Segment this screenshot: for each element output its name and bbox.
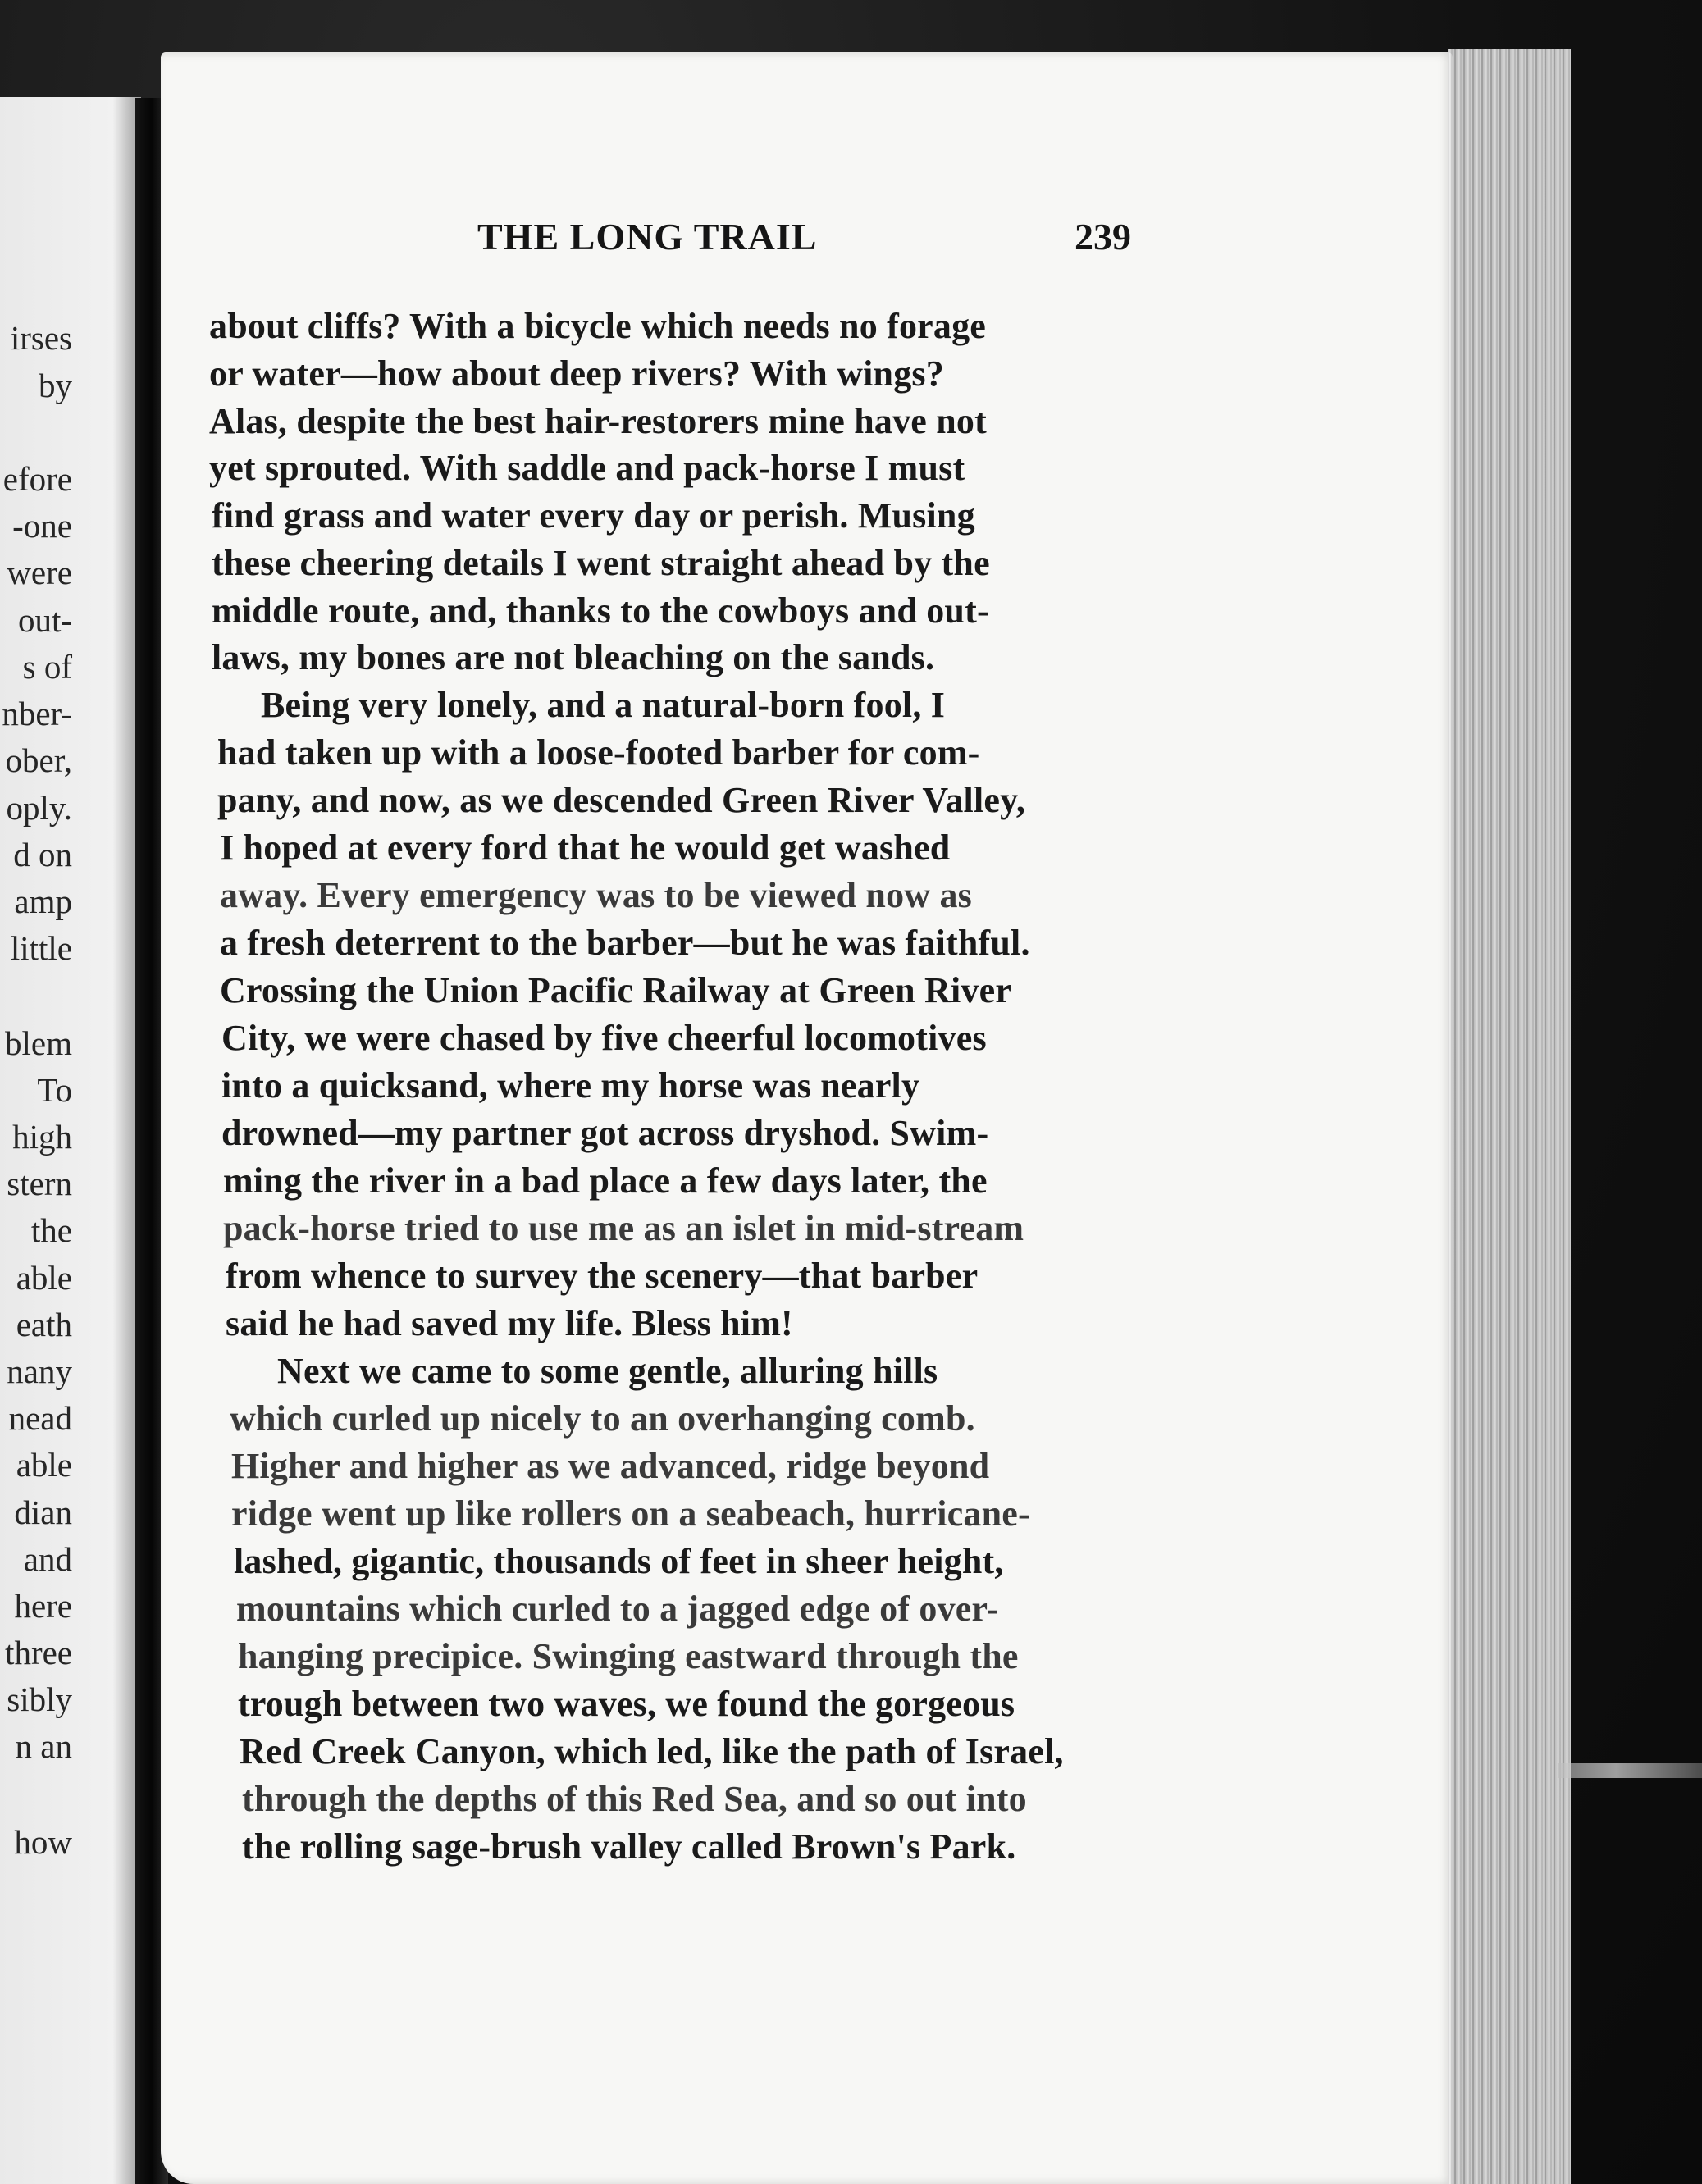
text-line: yet sprouted. With saddle and pack-horse I must: [209, 448, 965, 488]
text-line: had taken up with a loose-footed barber for com-: [217, 732, 980, 773]
page-edges: [1448, 49, 1571, 2184]
text-line: pany, and now, as we descended Green River Valley,: [217, 780, 1026, 820]
text-line: Being very lonely, and a natural-born fool, I: [261, 685, 946, 725]
text-line: City, we were chased by five cheerful locomotives: [221, 1018, 987, 1058]
text-line: middle route, and, thanks to the cowboys and out-: [212, 590, 989, 631]
text-line: hanging precipice. Swinging eastward through the: [238, 1636, 1019, 1676]
text-line: lashed, gigantic, thousands of feet in sheer height,: [234, 1541, 1004, 1581]
text-line: the rolling sage-brush valley called Brown's Park.: [242, 1826, 1016, 1867]
left-page-fragment: out-: [17, 601, 72, 639]
left-page-fragment: irses: [10, 319, 72, 357]
left-page-fragment: by: [39, 367, 72, 404]
text-line: through the depths of this Red Sea, and so out into: [242, 1779, 1027, 1819]
text-line: Next we came to some gentle, alluring hills: [277, 1351, 938, 1391]
left-page-fragment: able: [16, 1259, 72, 1297]
left-page-fragment: ober,: [5, 741, 72, 779]
left-page-fragment: nead: [8, 1399, 72, 1437]
text-line: ming the river in a bad place a few days later, the: [223, 1160, 988, 1201]
text-line: ridge went up like rollers on a seabeach, hurricane-: [231, 1493, 1030, 1534]
text-line: I hoped at every ford that he would get washed: [220, 828, 951, 868]
left-page-fragment: dian: [14, 1493, 72, 1531]
left-page-fragment: s of: [22, 648, 72, 686]
text-line: which curled up nicely to an overhanging comb.: [230, 1398, 975, 1439]
left-page-fragment: n an: [15, 1727, 72, 1765]
left-page-fragment: nber-: [2, 695, 72, 732]
left-page: [0, 97, 141, 2184]
left-page-fragment: amp: [14, 882, 72, 920]
left-page-fragment: eath: [16, 1306, 72, 1343]
text-line: Alas, despite the best hair-restorers mine have not: [209, 401, 987, 441]
left-page-fragment: blem: [5, 1024, 72, 1062]
scan-glare: [1558, 1763, 1702, 1778]
left-page-fragment: nany: [7, 1352, 72, 1390]
text-line: Red Creek Canyon, which led, like the path of Israel,: [240, 1731, 1064, 1771]
running-head: THE LONG TRAIL: [477, 216, 818, 258]
left-page-fragment: the: [30, 1211, 72, 1249]
text-line: mountains which curled to a jagged edge of over-: [236, 1589, 999, 1629]
left-page-fragment: high: [12, 1118, 72, 1156]
left-page-fragment: and: [23, 1540, 72, 1578]
text-line: laws, my bones are not bleaching on the sands.: [212, 637, 935, 677]
text-line: from whence to survey the scenery—that barber: [226, 1256, 979, 1296]
text-line: a fresh deterrent to the barber—but he was faithful.: [220, 923, 1030, 963]
left-page-fragment: d on: [13, 836, 72, 873]
left-page-fragment: how: [14, 1823, 72, 1861]
text-line: into a quicksand, where my horse was nearly: [221, 1065, 920, 1106]
text-line: these cheering details I went straight ahead by the: [212, 543, 990, 583]
left-page-fragment: efore: [2, 460, 72, 498]
text-line: trough between two waves, we found the gorgeous: [238, 1684, 1015, 1724]
text-line: or water—how about deep rivers? With wings?: [209, 353, 944, 394]
left-page-fragment: -one: [12, 507, 72, 545]
text-line: drowned—my partner got across dryshod. Swim-: [221, 1113, 989, 1153]
left-page-fragment: were: [7, 554, 72, 591]
page-number: 239: [1075, 216, 1131, 258]
left-page-fragment: little: [10, 929, 72, 967]
text-line: pack-horse tried to use me as an islet in mid-stream: [223, 1208, 1024, 1248]
left-page-fragment: three: [5, 1634, 72, 1671]
left-page-fragment: sibly: [7, 1680, 72, 1718]
text-line: Higher and higher as we advanced, ridge beyond: [231, 1446, 990, 1486]
left-page-fragment: To: [37, 1071, 72, 1109]
text-line: said he had saved my life. Bless him!: [226, 1303, 793, 1343]
text-line: Crossing the Union Pacific Railway at Green River: [220, 970, 1012, 1010]
text-line: find grass and water every day or perish. Musing: [212, 495, 975, 536]
left-page-fragment: stern: [7, 1165, 72, 1202]
left-page-fragment: oply.: [6, 789, 72, 827]
left-page-fragment: here: [14, 1587, 72, 1625]
text-line: about cliffs? With a bicycle which needs no forage: [209, 306, 987, 346]
text-line: away. Every emergency was to be viewed now as: [220, 875, 972, 915]
left-page-fragment: able: [16, 1446, 72, 1484]
